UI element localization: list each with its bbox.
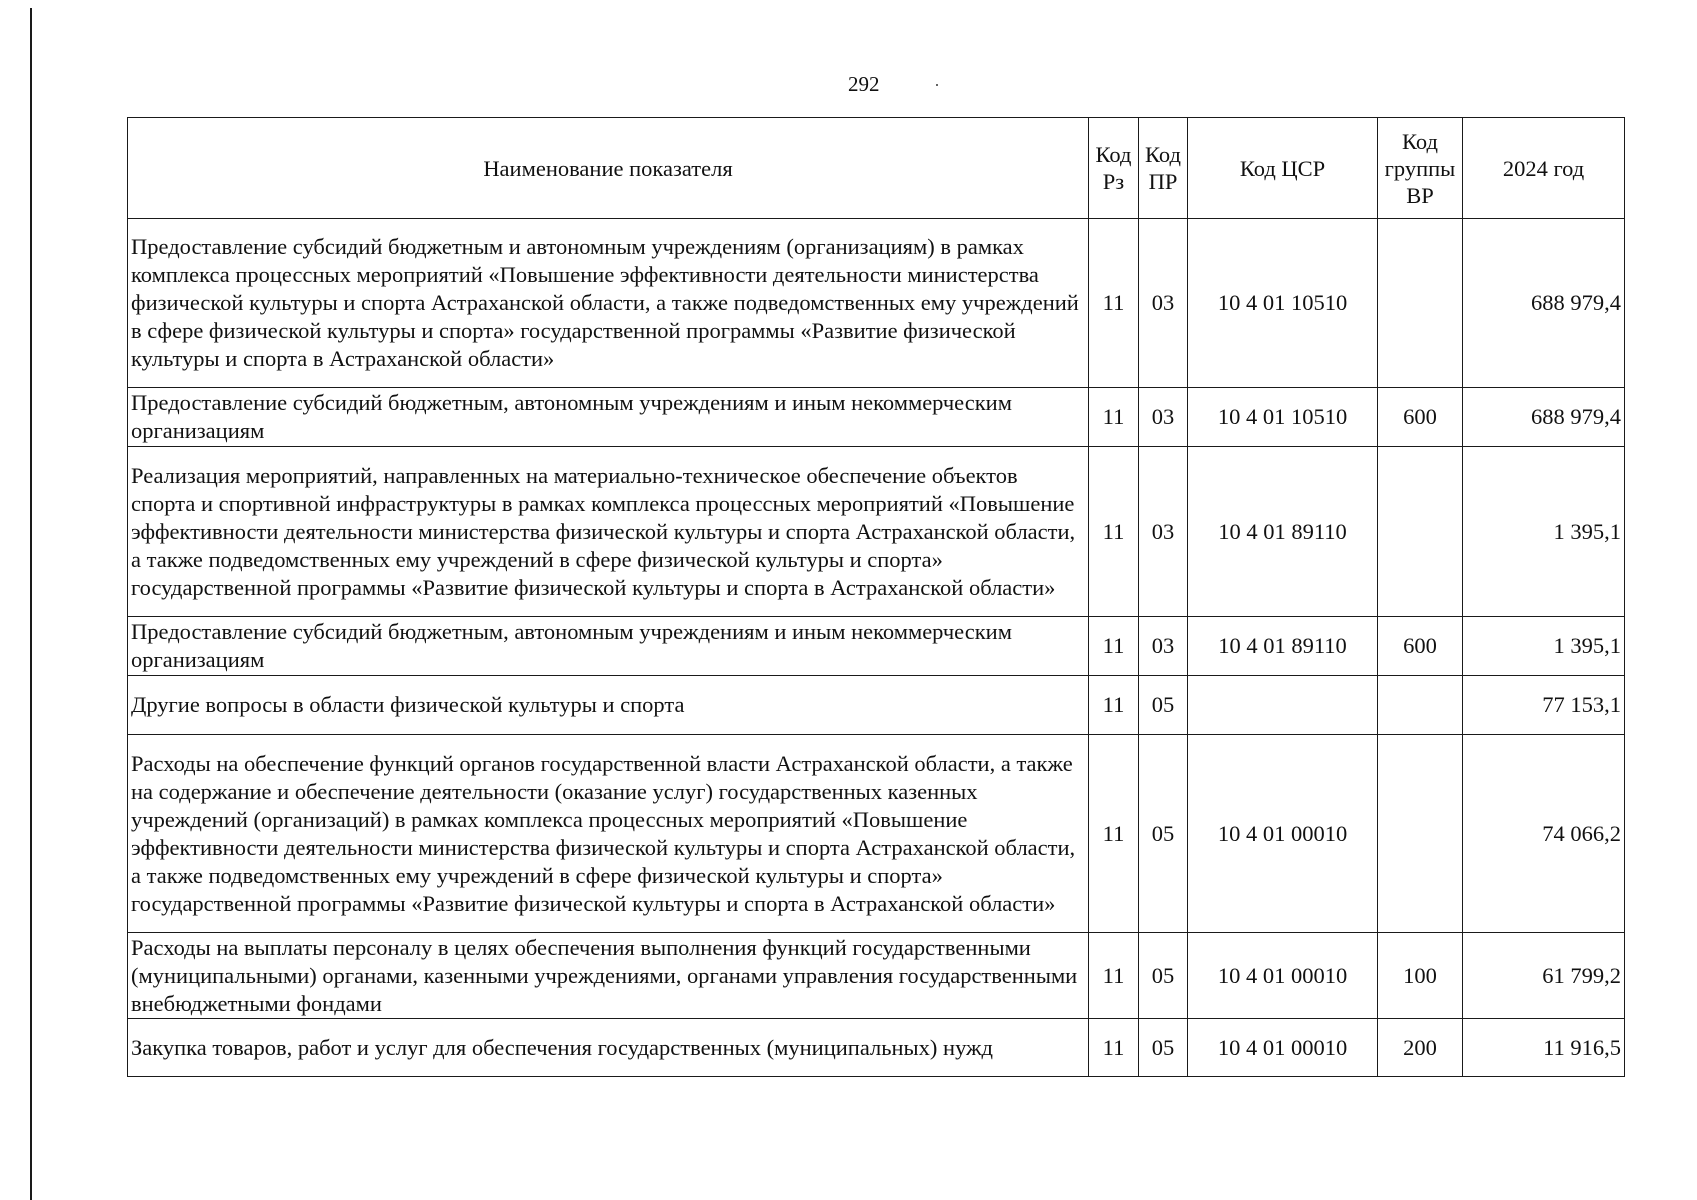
row-vr: 200	[1378, 1019, 1463, 1077]
header-pr: Код ПР	[1139, 118, 1188, 219]
row-vr	[1378, 447, 1463, 617]
table-header	[128, 118, 1625, 219]
row-pr: 03	[1139, 388, 1188, 447]
row-pr: 05	[1139, 735, 1188, 933]
table-body	[128, 219, 1625, 1077]
row-vr: 100	[1378, 933, 1463, 1019]
row-amount: 1 395,1	[1463, 447, 1625, 617]
row-pr: 05	[1139, 676, 1188, 735]
row-name: Расходы на обеспечение функций органов государственной власти Астраханской области, а также на содержание и обеспечение деятельности (оказание услуг) государственных казенных учреждений (организаций) в рамках комплекса процессных мероприятий «Повышение эффективности деятельности министерства физической культуры и спорта Астраханской области, а также подведомственных ему учреждений в сфере физической культуры и спорта» государственной программы «Развитие физической культуры и спорта в Астраханской области»	[128, 735, 1089, 933]
row-vr: 600	[1378, 617, 1463, 676]
table-row	[128, 447, 1625, 617]
row-name: Предоставление субсидий бюджетным, автономным учреждениям и иным некоммерческим организациям	[128, 388, 1089, 447]
header-name: Наименование показателя	[128, 118, 1089, 219]
header-vr: Код группы ВР	[1378, 118, 1463, 219]
header-csr: Код ЦСР	[1188, 118, 1378, 219]
scan-edge-line	[30, 8, 32, 1200]
row-name: Другие вопросы в области физической культуры и спорта	[128, 676, 1089, 735]
row-csr: 10 4 01 00010	[1188, 1019, 1378, 1077]
scan-speck	[936, 84, 938, 86]
row-rz: 11	[1089, 219, 1139, 388]
row-csr: 10 4 01 89110	[1188, 447, 1378, 617]
row-pr: 03	[1139, 617, 1188, 676]
page-number: 292	[848, 72, 880, 96]
row-vr	[1378, 735, 1463, 933]
row-vr	[1378, 676, 1463, 735]
table-row	[128, 676, 1625, 735]
row-vr: 600	[1378, 388, 1463, 447]
row-rz: 11	[1089, 447, 1139, 617]
row-csr: 10 4 01 89110	[1188, 617, 1378, 676]
table-row	[128, 388, 1625, 447]
row-csr: 10 4 01 00010	[1188, 735, 1378, 933]
row-pr: 03	[1139, 447, 1188, 617]
row-amount: 688 979,4	[1463, 219, 1625, 388]
row-csr	[1188, 676, 1378, 735]
row-rz: 11	[1089, 388, 1139, 447]
table-row	[128, 219, 1625, 388]
row-name: Расходы на выплаты персоналу в целях обеспечения выполнения функций государственными (муниципальными) органами, казенными учреждениями, органами управления государственными внебюджетными фондами	[128, 933, 1089, 1019]
table-row	[128, 735, 1625, 933]
row-amount: 1 395,1	[1463, 617, 1625, 676]
table-row	[128, 933, 1625, 1019]
row-pr: 05	[1139, 933, 1188, 1019]
row-name: Предоставление субсидий бюджетным, автономным учреждениям и иным некоммерческим организациям	[128, 617, 1089, 676]
row-amount: 688 979,4	[1463, 388, 1625, 447]
table-row	[128, 617, 1625, 676]
row-rz: 11	[1089, 933, 1139, 1019]
row-rz: 11	[1089, 617, 1139, 676]
row-pr: 05	[1139, 1019, 1188, 1077]
row-name: Закупка товаров, работ и услуг для обеспечения государственных (муниципальных) нужд	[128, 1019, 1089, 1077]
header-year: 2024 год	[1463, 118, 1625, 219]
row-amount: 61 799,2	[1463, 933, 1625, 1019]
row-name: Реализация мероприятий, направленных на материально-техническое обеспечение объектов спорта и спортивной инфраструктуры в рамках комплекса процессных мероприятий «Повышение эффективности деятельности министерства физической культуры и спорта Астраханской области, а также подведомственных ему учреждений в сфере физической культуры и спорта» государственной программы «Развитие физической культуры и спорта в Астраханской области»	[128, 447, 1089, 617]
row-vr	[1378, 219, 1463, 388]
header-rz: Код Рз	[1089, 118, 1139, 219]
row-rz: 11	[1089, 735, 1139, 933]
header-row	[128, 118, 1625, 219]
row-csr: 10 4 01 10510	[1188, 219, 1378, 388]
row-pr: 03	[1139, 219, 1188, 388]
row-amount: 11 916,5	[1463, 1019, 1625, 1077]
row-name: Предоставление субсидий бюджетным и автономным учреждениям (организациям) в рамках комплекса процессных мероприятий «Повышение эффективности деятельности министерства физической культуры и спорта Астраханской области, а также подведомственных ему учреждений в сфере физической культуры и спорта» государственной программы «Развитие физической культуры и спорта в Астраханской области»	[128, 219, 1089, 388]
row-amount: 74 066,2	[1463, 735, 1625, 933]
row-rz: 11	[1089, 676, 1139, 735]
row-rz: 11	[1089, 1019, 1139, 1077]
table-row	[128, 1019, 1625, 1077]
row-amount: 77 153,1	[1463, 676, 1625, 735]
row-csr: 10 4 01 10510	[1188, 388, 1378, 447]
budget-table	[127, 117, 1625, 1077]
row-csr: 10 4 01 00010	[1188, 933, 1378, 1019]
